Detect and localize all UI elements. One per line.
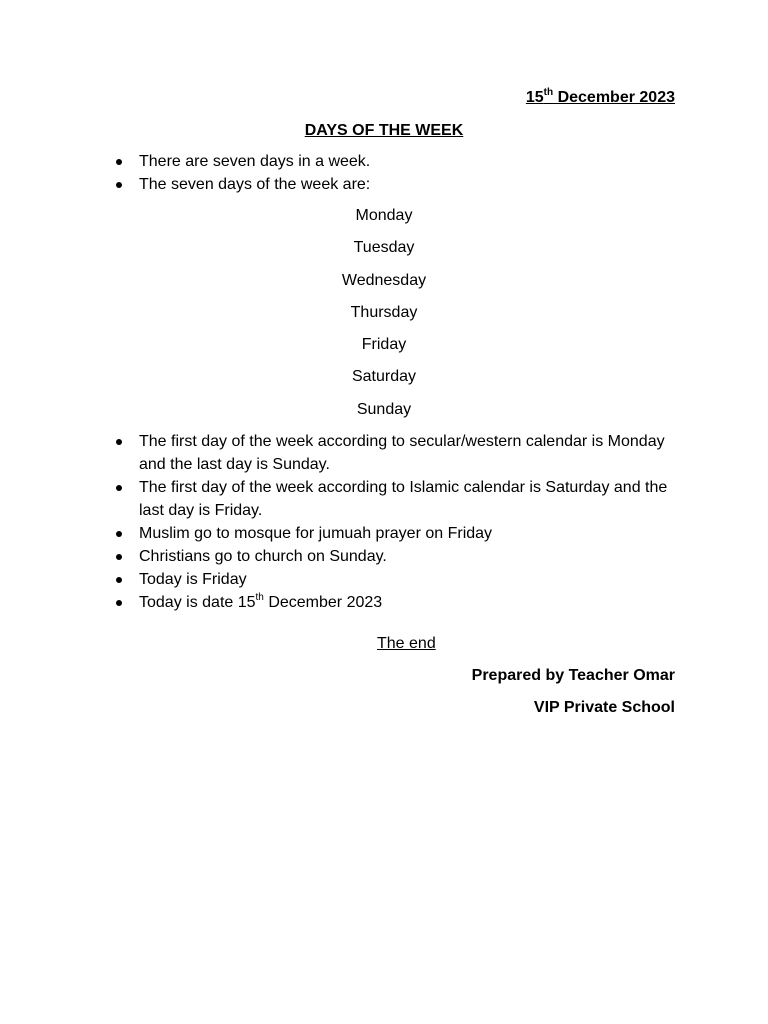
bullet-icon [116, 600, 122, 606]
intro-bullet-list [0, 150, 768, 196]
day-item: Saturday [351, 368, 417, 386]
school-name: VIP Private School [533, 699, 675, 716]
list-item: Today is Friday [0, 568, 679, 591]
bullet-icon [116, 554, 122, 560]
facts-bullet-list [0, 430, 768, 614]
bullet-icon [116, 485, 122, 491]
list-item: Today is date 15th December 2023 [0, 591, 679, 614]
bullet-icon [116, 439, 122, 445]
list-item: The first day of the week according to secular/western calendar is Monday and the last day is Sunday. [0, 430, 679, 476]
bullet-icon [116, 531, 122, 537]
document-title: DAYS OF THE WEEK [304, 122, 464, 139]
day-item: Tuesday [353, 239, 415, 257]
the-end-label: The end [377, 635, 436, 652]
list-item: The seven days of the week are: [0, 173, 679, 196]
list-item: Muslim go to mosque for jumuah prayer on Friday [0, 522, 679, 545]
day-item: Sunday [356, 400, 412, 418]
day-item: Friday [361, 336, 407, 354]
list-item: The first day of the week according to Islamic calendar is Saturday and the last day is Friday. [0, 476, 679, 522]
list-item: There are seven days in a week. [0, 150, 679, 173]
day-item: Wednesday [341, 271, 427, 289]
list-item: Christians go to church on Sunday. [0, 545, 679, 568]
days-list [0, 206, 768, 432]
day-item: Thursday [350, 303, 418, 321]
day-item: Monday [355, 207, 413, 224]
bullet-icon [116, 182, 122, 188]
document-date: 15th December 2023 [525, 86, 675, 106]
bullet-icon [116, 577, 122, 583]
prepared-by: Prepared by Teacher Omar [471, 667, 675, 684]
bullet-icon [116, 159, 122, 165]
